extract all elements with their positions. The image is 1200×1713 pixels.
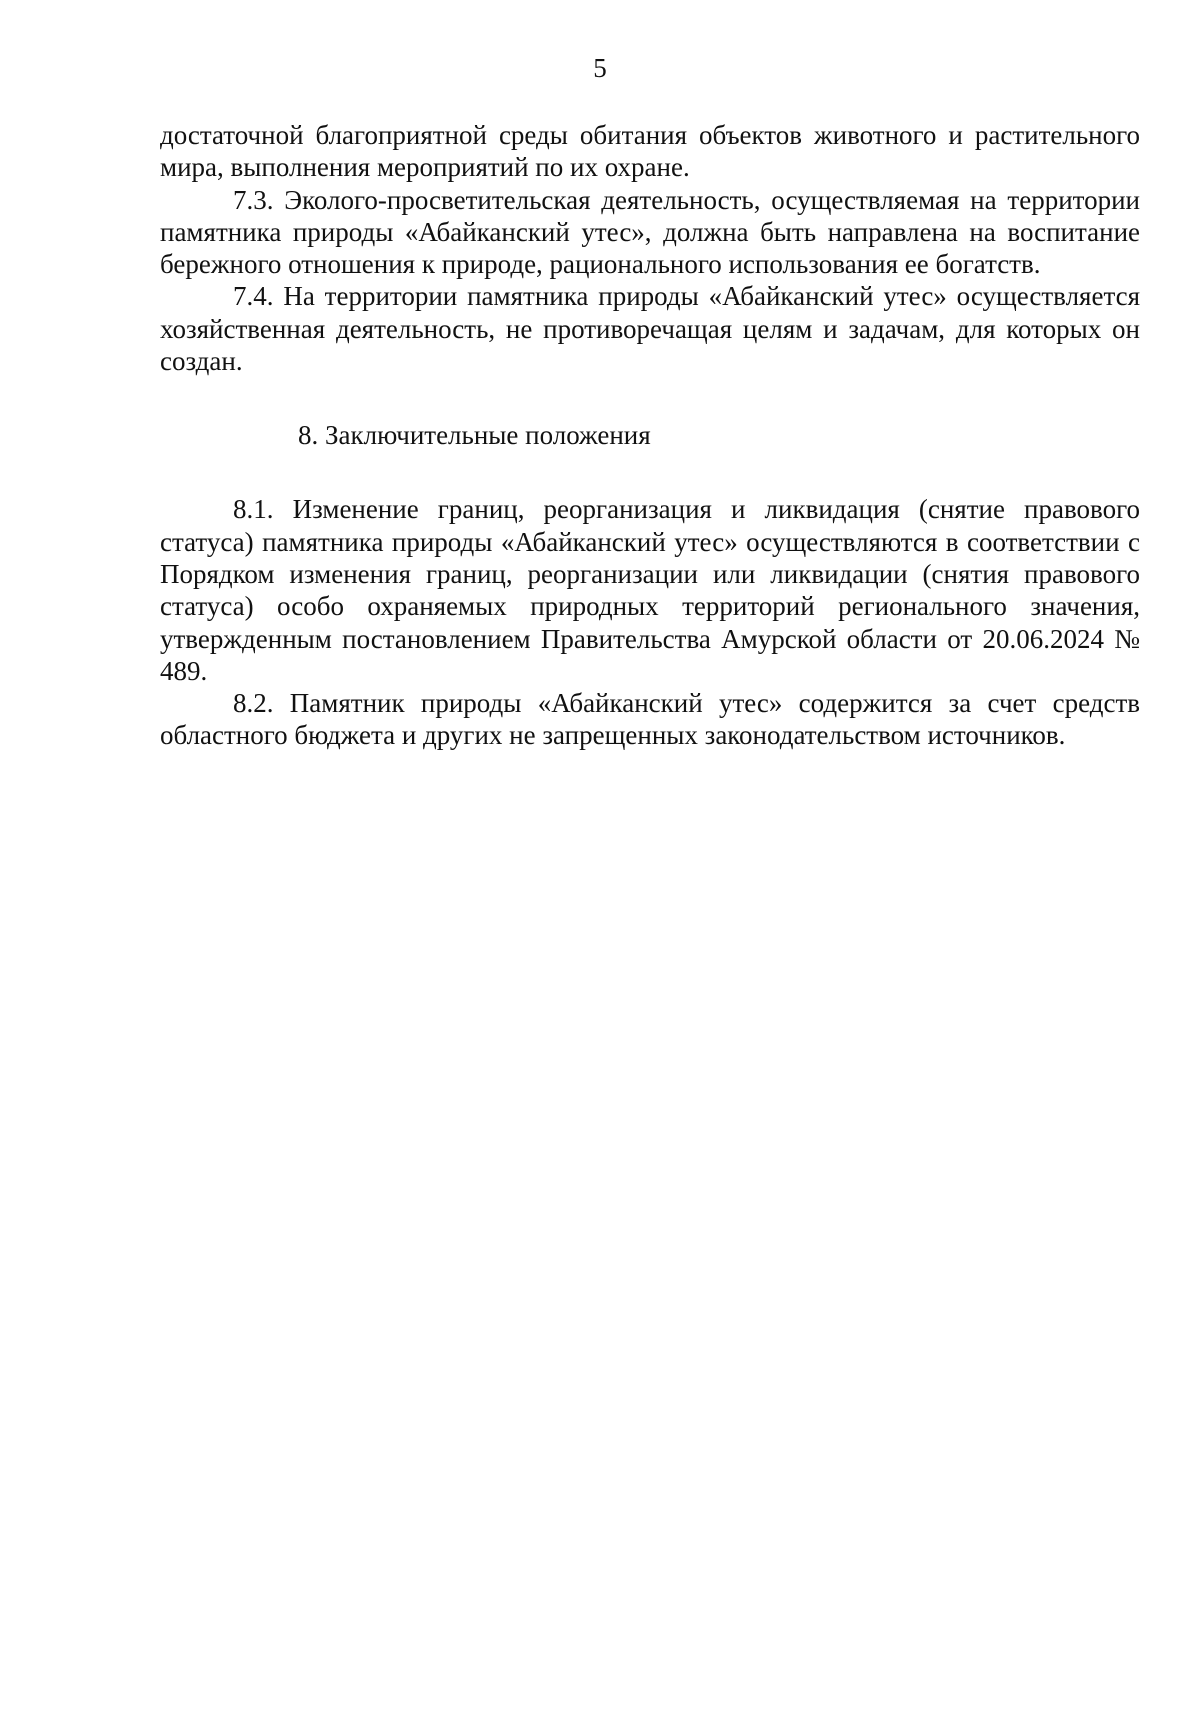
- paragraph-8-1: 8.1. Изменение границ, реорганизация и ликвидация (снятие правового статуса) памятника природы «Абайканский утес» осуществляются в соответствии с Порядком изменения границ, реорганизации или ликвидации (снятия правового статуса) особо охраняемых природных территорий регионального значения, утвержденным постановлением Правительства Амурской области от 20.06.2024 № 489.: [160, 494, 1140, 686]
- section-8-heading: 8. Заключительные положения: [298, 420, 651, 451]
- paragraph-continuation: достаточной благоприятной среды обитания объектов животного и растительного мира, выполнения мероприятий по их охране.: [160, 120, 1140, 183]
- page-number: 5: [593, 53, 607, 83]
- paragraph-7-3: 7.3. Эколого-просветительская деятельность, осуществляемая на территории памятника природы «Абайканский утес», должна быть направлена на воспитание бережного отношения к природе, рационального использования ее богатств.: [160, 184, 1140, 280]
- paragraph-7-4: 7.4. На территории памятника природы «Абайканский утес» осуществляется хозяйственная деятельность, не противоречащая целям и задачам, для которых он создан.: [160, 281, 1140, 377]
- paragraph-8-2: 8.2. Памятник природы «Абайканский утес» содержится за счет средств областного бюджета и других не запрещенных законодательством источников.: [160, 688, 1140, 751]
- document-body: [160, 119, 1140, 752]
